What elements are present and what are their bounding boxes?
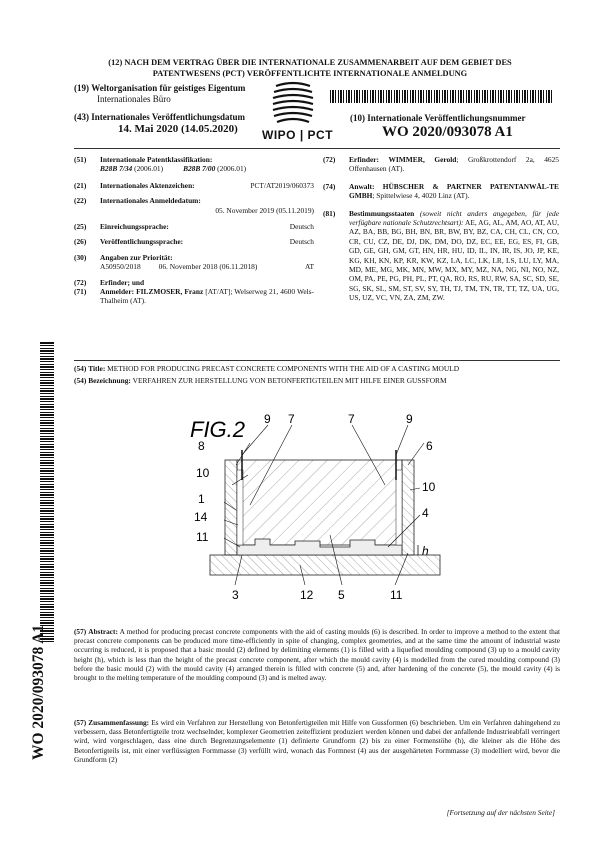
continued-note: [Fortsetzung auf der nächsten Seite] xyxy=(446,808,555,817)
field-51-classes: B28B 7/34 (2006.01) B28B 7/00 (2006.01) xyxy=(100,164,247,174)
field-22-value: 05. November 2019 (05.11.2019) xyxy=(215,205,314,215)
zusammenfassung: (57) Zusammenfassung: Es wird ein Verfahren zur Herstellung von Betonfertigteilen mit Hilfe von Gussformen (6) beschrieben. Um ein Verfahren dahingehend zu verbessern, dass Betonfertigteile trotz wechselnder, komplexer Geometrien zeiteffizient produziert werden können und dabei der anfallende Industrieabfall verringert wird, wird vorgeschlagen, dass eine durch Begrenzungselemente (1) definierte Grundform (2) bis zu einer Formenstöhe (h), die kleiner als die Höhe des Betonfertigteils ist, mit einer verflüssigten Formmasse (3) verfüllt wird, wonach das Formnest (4) aus der ausgehärteten Formmasse (3) modelliert wird, bevor die Grundform (2) xyxy=(74,718,560,764)
base-plate xyxy=(210,555,440,575)
ref-11b: 11 xyxy=(390,588,403,602)
ref-10a: 10 xyxy=(196,466,210,480)
pub-date-code: (43) xyxy=(74,112,89,122)
pub-number-value: WO 2020/093078 A1 xyxy=(382,124,513,140)
field-30-value: A50950/2018 06. November 2018 (06.11.2018) AT xyxy=(100,262,314,272)
pub-number-code: (10) xyxy=(350,113,365,123)
org-block xyxy=(74,83,245,105)
concrete-body xyxy=(237,460,402,545)
header-line-1: (12) NACH DEM VERTRAG ÜBER DIE INTERNATIONALE ZUSAMMENARBEIT AUF DEM GEBIET DES xyxy=(108,58,512,67)
bib-divider xyxy=(74,360,560,361)
field-81: (81) Bestimmungsstaaten (soweit nicht anders angegeben, für jede verfügbare nationale Schutzrechtsart): AE, AG, AL, AM, AO, AT, AU, AZ, BA, BB, BG, BH, BN, BR, BW, BY, BZ, CA, CH, CL, CN, CO, CR, CU, CZ, DE, DJ, DK, DM, DO, DZ, EC, EE, EG, ES, FI, GB, GD, GE, GH, GM, GT, HN, HR, HU, ID, IL, IN, IR, IS, JO, JP, KE, KG, KH, KN, KP, KR, KW, KZ, LA, LC, LK, LR, LS, LU, LY, MA, MD, ME, MG, MK, MN, MW, MX, MY, MZ, NA, NG, NI, NO, NZ, OM, PA, PE, PG, PH, PL, PT, QA, RO, RS, RU, RW, SA, SC, SD, SE, SG, SK, SL, SM, ST, SV, SY, TH, TJ, TM, TN, TR, TT, TZ, UA, UG, US, UZ, VC, VN, ZA, ZM, ZW. xyxy=(323,208,559,303)
title-de: (54) Bezeichnung: VERFAHREN ZUR HERSTELLUNG VON BETONFERTIGTEILEN MIT HILFE EINER GUSSFORM xyxy=(74,376,447,385)
field-30: (30) Angaben zur Priorität: xyxy=(74,252,173,262)
side-barcode xyxy=(40,342,54,642)
delimiter-right xyxy=(402,460,414,555)
pub-number-label: Internationale Veröffentlichungsnummer xyxy=(367,113,526,123)
ref-10b: 10 xyxy=(422,480,436,494)
title-en: (54) Title: METHOD FOR PRODUCING PRECAST CONCRETE COMPONENTS WITH THE AID OF A CASTING MOULD xyxy=(74,364,460,373)
org-code: (19) xyxy=(74,83,89,93)
wipo-emblem-icon xyxy=(268,80,318,128)
ref-14: 14 xyxy=(194,510,208,524)
ref-5: 5 xyxy=(338,588,345,602)
ref-4: 4 xyxy=(422,506,429,520)
ref-1: 1 xyxy=(198,492,205,506)
header-line-2: PATENTWESENS (PCT) VERÖFFENTLICHTE INTERNATIONALE ANMELDUNG xyxy=(152,69,468,78)
wipo-logo-text: WIPO | PCT xyxy=(262,128,334,142)
field-74: (74) Anwalt: HÜBSCHER & PARTNER PATENTANWÄL-TE GMBH; Spittelwiese 4, 4020 Linz (AT). xyxy=(323,181,559,201)
org-bureau: Internationales Büro xyxy=(97,94,171,104)
top-barcode xyxy=(330,90,552,103)
field-25: (25) Einreichungssprache: Deutsch xyxy=(74,222,314,232)
abstract: (57) Abstract: A method for producing precast concrete components with the aid of casting moulds (6) is described. In order to improve a method to the extent that precast concrete components can be produced more time-efficiently in spite of changing, complex geometries, and at the same time the amount of industrial waste occurring is reduced, it is proposed that a basic mould (2) defined by delimiting elements (1) is filled with a liquefied moulding compound (3) up to a mould cavity height (h), which is less than the height of the precast concrete component, after which the mould cavity (4) is modelled from the cured moulding compound (3) before the basic mould (2) with the mould cavity (4) arranged therein is filled with concrete (5) and, after hardening of the concrete (5), the mould cavity (4) is brought to the melting temperature of the moulding compound (3) and is melted away. xyxy=(74,627,561,683)
header-divider xyxy=(74,148,560,149)
field-26: (26) Veröffentlichungssprache: Deutsch xyxy=(74,237,314,247)
figure-2 xyxy=(180,395,470,620)
field-72a: (72) Erfinder; und xyxy=(74,277,145,287)
pub-number-block xyxy=(350,113,526,123)
org-name: Weltorganisation für geistiges Eigentum xyxy=(91,83,246,93)
ref-9b: 9 xyxy=(406,412,413,426)
side-pub-number: WO 2020/093078 A1 xyxy=(30,624,47,760)
ref-8: 8 xyxy=(198,439,205,453)
delimiter-left xyxy=(225,460,237,555)
field-21: (21) Internationales Aktenzeichen: PCT/AT2019/060373 xyxy=(74,180,314,190)
field-51: (51) Internationale Patentklassifikation: xyxy=(74,155,213,164)
pub-date-label: Internationales Veröffentlichungsdatum xyxy=(91,112,246,122)
ref-9a: 9 xyxy=(264,412,271,426)
ref-7b: 7 xyxy=(348,412,355,426)
figure-label: FIG.2 xyxy=(190,417,246,442)
field-71: (71) Anmelder: FILZMOSER, Franz [AT/AT]; Welserweg 21, 4600 Wels-Thalheim (AT). xyxy=(74,287,314,306)
ref-6: 6 xyxy=(426,439,433,453)
pub-date-value: 14. Mai 2020 (14.05.2020) xyxy=(118,123,238,135)
field-22: (22) Internationales Anmeldedatum: xyxy=(74,196,201,206)
ref-3: 3 xyxy=(232,588,239,602)
bib-right-column xyxy=(323,155,559,303)
pub-date-block xyxy=(74,111,245,135)
ref-7a: 7 xyxy=(288,412,295,426)
ref-h: h xyxy=(422,544,429,558)
ref-11a: 11 xyxy=(196,530,209,544)
ref-12: 12 xyxy=(300,588,314,602)
bib-left-column xyxy=(74,155,314,306)
field-72: (72) Erfinder: WIMMER, Gerold; Großkrottendorf 2a, 4625 Offenhausen (AT). xyxy=(323,155,559,174)
